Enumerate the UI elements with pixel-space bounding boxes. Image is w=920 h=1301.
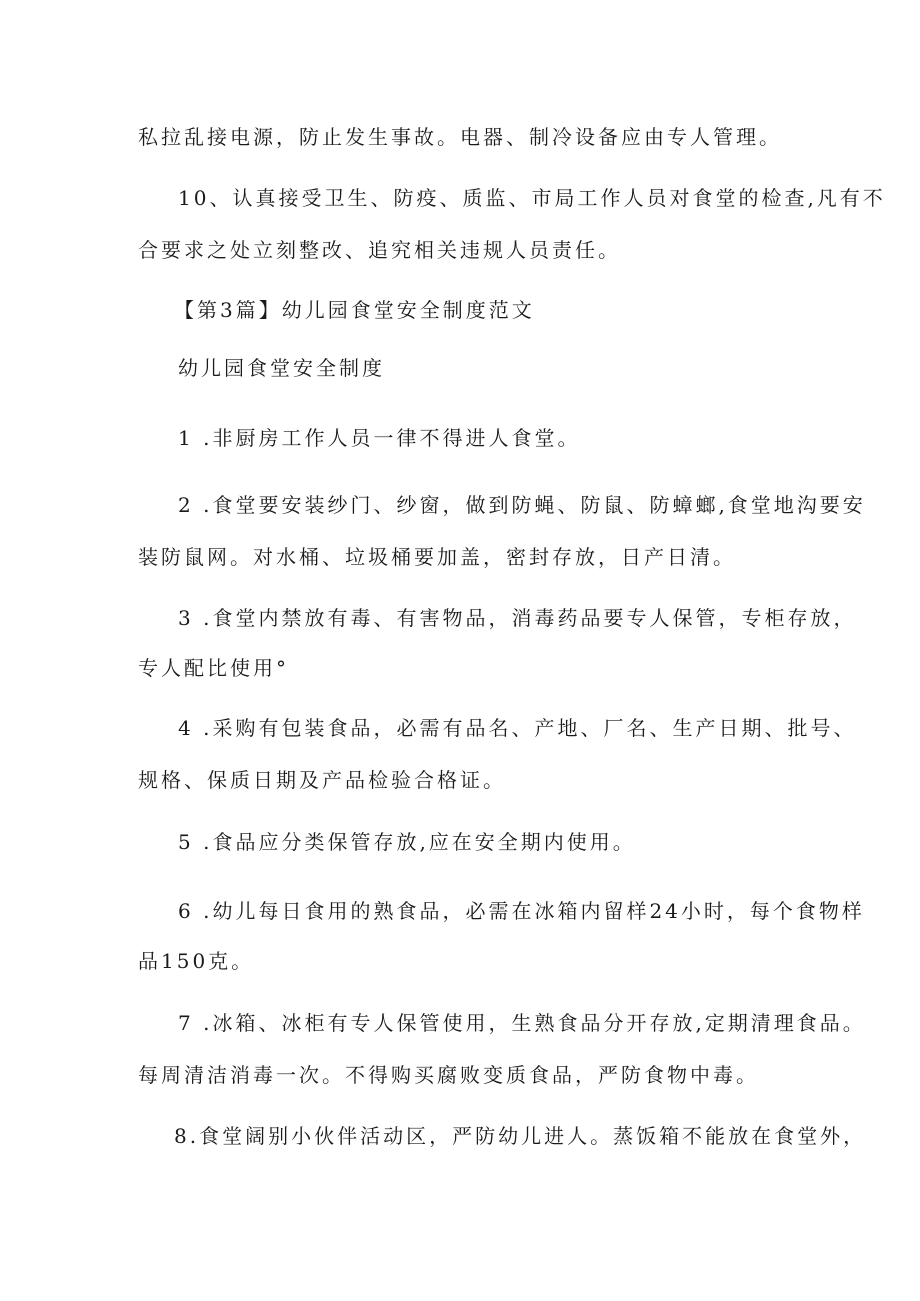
section-heading: 【第3篇】幼儿园食堂安全制度范文 (174, 298, 535, 322)
list-item: 2 .食堂要安装纱门、纱窗，做到防蝇、防鼠、防蟑螂,食堂地沟要安 (178, 493, 866, 517)
list-item: 6 .幼儿每日食用的熟食品，必需在冰箱内留样24小时，每个食物样 (178, 899, 865, 923)
text-line: 每周清洁消毒一次。不得购买腐败变质食品，严防食物中毒。 (138, 1063, 759, 1087)
list-item: 8.食堂阔别小伙伴活动区，严防幼儿进人。蒸饭箱不能放在食堂外， (174, 1124, 867, 1148)
text-line: 装防鼠网。对水桶、垃圾桶要加盖，密封存放，日产日清。 (138, 545, 736, 569)
text-line: 专人配比使用° (138, 656, 289, 680)
list-item: 7 .冰箱、冰柜有专人保管使用，生熟食品分开存放,定期清理食品。 (178, 1011, 866, 1035)
document-title: 幼儿园食堂安全制度 (178, 356, 385, 380)
list-item: 5 .食品应分类保管存放,应在安全期内使用。 (178, 830, 636, 854)
text-line: 品150克。 (138, 949, 255, 973)
text-line: 合要求之处立刻整改、追究相关违规人员责任。 (138, 238, 621, 262)
list-item: 4 .采购有包装食品，必需有品名、产地、厂名、生产日期、批号、 (178, 716, 857, 740)
list-item: 1 .非厨房工作人员一律不得进人食堂。 (178, 426, 581, 450)
list-item: 3 .食堂内禁放有毒、有害物品，消毒药品要专人保管，专柜存放， (178, 606, 857, 630)
text-line: 10、认真接受卫生、防疫、质监、市局工作人员对食堂的检查,凡有不 (178, 186, 886, 210)
text-line: 规格、保质日期及产品检验合格证。 (138, 768, 506, 792)
text-line: 私拉乱接电源，防止发生事故。电器、制冷设备应由专人管理。 (138, 125, 782, 149)
